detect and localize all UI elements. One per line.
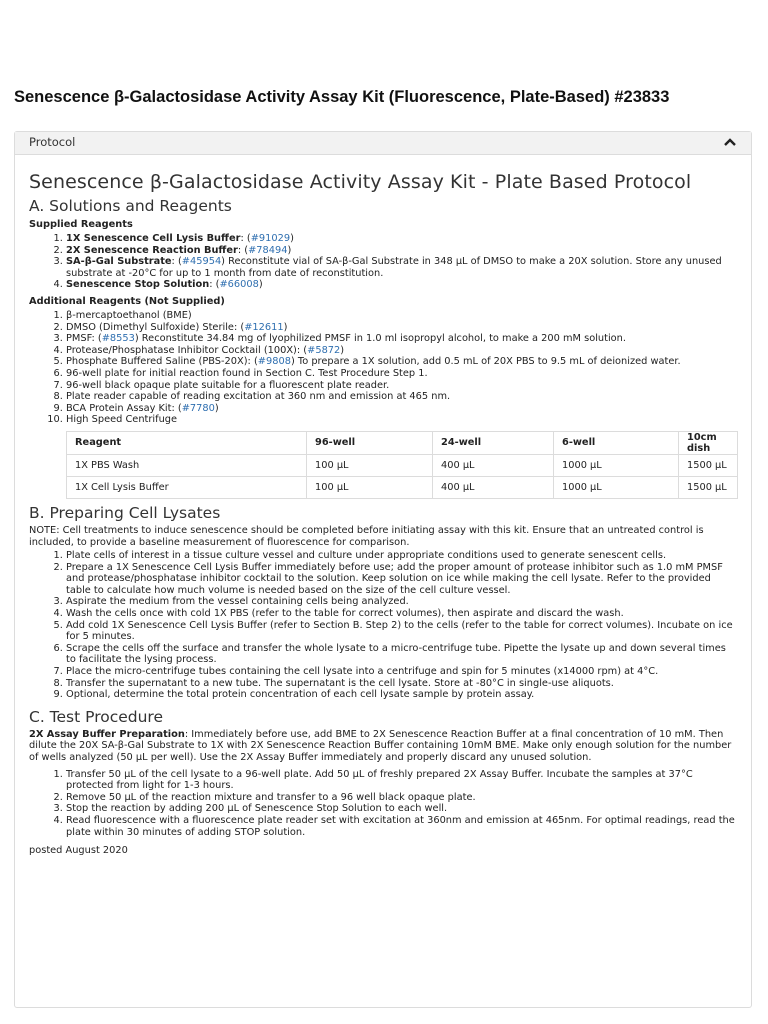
table-header-row: [67, 431, 738, 454]
reagent-text: ) To prepare a 1X solution, add 0.5 mL of 20X PBS to 9.5 mL of deionized water.: [290, 356, 681, 368]
table-row: [67, 476, 738, 498]
table-cell: 400 µL: [433, 454, 554, 476]
catalog-link[interactable]: #12611: [244, 321, 284, 333]
additional-reagent-item: [66, 368, 737, 380]
additional-reagent-item: [66, 356, 737, 368]
table-cell: 1500 µL: [679, 476, 738, 498]
doc-title: Senescence β-Galactosidase Activity Assay Kit - Plate Based Protocol: [29, 171, 692, 193]
reagent-text: ): [214, 402, 219, 414]
lysate-steps-list: [29, 550, 737, 701]
lysate-step: 5. Add cold 1X Senescence Cell Lysis Buffer (refer to Section B. Step 2) to the cells (refer to the table for correct volumes). Incubate on ice for 5 minutes.: [66, 620, 737, 643]
additional-reagent-item: [66, 403, 737, 415]
table-cell: 1000 µL: [554, 454, 679, 476]
test-step: 2. Remove 50 µL of the reaction mixture and transfer to a 96 well black opaque plate.: [66, 792, 737, 804]
reagent-text: ): [283, 321, 288, 333]
reagent-text: High Speed Centrifuge: [66, 414, 178, 426]
reagent-text: Phosphate Buffered Saline (PBS-20X): (: [66, 356, 258, 368]
reagent-text: Protease/Phosphatase Inhibitor Cocktail (100X): (: [66, 344, 308, 356]
table-cell: 1000 µL: [554, 476, 679, 498]
test-step: 1. Transfer 50 µL of the cell lysate to a 96-well plate. Add 50 µL of freshly prepared 2X Assay Buffer. Incubate the samples at 37°C protected from light for 1-3 hours.: [66, 769, 737, 792]
table-cell: 100 µL: [307, 454, 433, 476]
reagent-text: PMSF: (: [66, 333, 102, 345]
test-step: 3. Stop the reaction by adding 200 µL of Senescence Stop Solution to each well.: [66, 803, 737, 815]
reagent-text: 96-well black opaque plate suitable for a fluorescent plate reader.: [66, 379, 390, 391]
section-b-heading: B. Preparing Cell Lysates: [29, 503, 221, 522]
table-cell: 1X Cell Lysis Buffer: [67, 476, 307, 498]
chevron-up-icon[interactable]: [723, 134, 737, 150]
reagent-text: : (: [209, 279, 220, 291]
catalog-link[interactable]: #45954: [181, 256, 222, 268]
catalog-link[interactable]: #5872: [307, 344, 341, 356]
reagent-text: ) Reconstitute vial of SA-β-Gal Substrate in 348 µL of DMSO to make a 20X solution. Store any unused substrate at -20°C for up to 1 month from date of reconstitution.: [66, 256, 722, 279]
reagent-text: 96-well plate for initial reaction found in Section C. Test Procedure Step 1.: [66, 367, 428, 379]
assay-buffer-prep: [29, 729, 737, 764]
reagent-name: SA-β-Gal Substrate: [66, 256, 172, 268]
lysate-step: 2. Prepare a 1X Senescence Cell Lysis Buffer immediately before use; add the proper amount of protease inhibitor such as 1.0 mM PMSF and protease/phosphatase inhibitor cocktail to the solution. Keep solution on ice while making the cell lysate. Refer to the provided table to calculate how much volume is needed based on the size of the cell culture vessel.: [66, 562, 737, 597]
reagent-name: Senescence Stop Solution: [66, 279, 210, 291]
reagent-name: 2X Senescence Reaction Buffer: [66, 244, 238, 256]
posted-date: posted August 2020: [29, 845, 128, 857]
reagent-text: ): [290, 233, 294, 244]
table-cell: 100 µL: [307, 476, 433, 498]
section-b-note: NOTE: Cell treatments to induce senescence should be completed before initiating assay with this kit. Ensure that an untreated control is included, to provide a baseline measurement of fluorescence for comparison.: [29, 524, 704, 548]
additional-reagent-item: [66, 380, 737, 392]
catalog-link[interactable]: #9808: [257, 356, 291, 368]
reagent-text: : (: [240, 233, 251, 244]
table-header-cell: 24-well: [433, 431, 554, 454]
additional-reagent-item: [66, 333, 737, 345]
table-header-cell: 6-well: [554, 431, 679, 454]
page-title: Senescence β-Galactosidase Activity Assay Kit (Fluorescence, Plate-Based) #23833: [14, 88, 670, 106]
protocol-content: [15, 155, 751, 857]
assay-buffer-prep-label: 2X Assay Buffer Preparation: [29, 728, 185, 740]
lysate-step: 9. Optional, determine the total protein concentration of each cell lysate sample by protein assay.: [66, 689, 737, 701]
volume-table: [66, 431, 738, 499]
catalog-link[interactable]: #7780: [181, 402, 215, 414]
table-header-cell: 96-well: [307, 431, 433, 454]
supplied-reagent-item: [66, 279, 737, 291]
table-cell: 1500 µL: [679, 454, 738, 476]
reagent-text: DMSO (Dimethyl Sulfoxide) Sterile: (: [66, 321, 245, 333]
catalog-link[interactable]: #66008: [219, 279, 259, 291]
reagent-text: ): [340, 344, 345, 356]
lysate-step: 6. Scrape the cells off the surface and transfer the whole lysate to a micro-centrifuge tube. Pipette the lysate up and down several times to facilitate the lysing process.: [66, 643, 737, 666]
reagent-text: Plate reader capable of reading excitation at 360 nm and emission at 465 nm.: [66, 391, 451, 403]
section-a-heading: A. Solutions and Reagents: [29, 197, 232, 215]
reagent-text: : (: [237, 244, 249, 256]
table-header-cell: 10cm dish: [679, 431, 738, 454]
section-c-heading: C. Test Procedure: [29, 707, 164, 726]
additional-reagent-item: [66, 322, 737, 334]
reagent-text: ) Reconstitute 34.84 mg of lyophilized PMSF in 1.0 ml isopropyl alcohol, to make a 200 mM solution.: [134, 333, 626, 345]
table-cell: 1X PBS Wash: [67, 454, 307, 476]
additional-reagent-item: [66, 391, 737, 403]
protocol-panel-header[interactable]: [15, 132, 751, 155]
assay-buffer-prep-text: : Immediately before use, add BME to 2X Senescence Reaction Buffer at a final concentration of 10 mM. Then dilute the 20X SA-β-Gal Substrate to 1X with 2X Senescence Reaction Buffer containing 10mM BME. Make only enough solution for the number of wells analyzed (50 µL per well). Use the 2X Assay Buffer immediately and properly discard any unused solution.: [29, 728, 732, 763]
additional-reagents-list: [29, 310, 737, 426]
reagent-text: : (: [171, 256, 182, 268]
supplied-reagents-list: [29, 233, 737, 291]
reagent-name: 1X Senescence Cell Lysis Buffer: [66, 233, 241, 244]
test-step: 4. Read fluorescence with a fluorescence plate reader set with excitation at 360nm and emission at 465nm. For optimal readings, read the plate within 30 minutes of adding STOP solution.: [66, 815, 737, 838]
supplied-reagent-item: [66, 245, 737, 257]
supplied-reagent-item: [66, 256, 737, 279]
reagent-text: ): [258, 279, 263, 291]
reagent-text: BCA Protein Assay Kit: (: [66, 402, 182, 414]
additional-reagents-heading: Additional Reagents (Not Supplied): [29, 295, 225, 307]
additional-reagent-item: [66, 414, 737, 426]
supplied-reagent-item: [66, 233, 737, 245]
additional-reagent-item: [66, 310, 737, 322]
catalog-link[interactable]: #91029: [250, 233, 291, 244]
catalog-link[interactable]: #8553: [101, 333, 135, 345]
catalog-link[interactable]: #78494: [248, 244, 288, 256]
supplied-reagents-heading: Supplied Reagents: [29, 219, 133, 230]
table-row: [67, 454, 738, 476]
additional-reagent-item: [66, 345, 737, 357]
lysate-step: 7. Place the micro-centrifuge tubes containing the cell lysate into a centrifuge and spin for 5 minutes (x14000 rpm) at 4°C.: [66, 666, 737, 678]
reagent-text: ): [287, 244, 292, 256]
lysate-step: 8. Transfer the supernatant to a new tube. The supernatant is the cell lysate. Store at -80°C in single-use aliquots.: [66, 678, 737, 690]
lysate-step: 3. Aspirate the medium from the vessel containing cells being analyzed.: [66, 596, 737, 608]
reagent-text: β-mercaptoethanol (BME): [66, 309, 192, 321]
panel-title: Protocol: [29, 135, 76, 149]
lysate-step: 1. Plate cells of interest in a tissue culture vessel and culture under appropriate conditions used to generate senescent cells.: [66, 550, 737, 562]
table-cell: 400 µL: [433, 476, 554, 498]
test-procedure-steps-list: [29, 769, 737, 839]
table-header-cell: Reagent: [67, 431, 307, 454]
lysate-step: 4. Wash the cells once with cold 1X PBS (refer to the table for correct volumes), then aspirate and discard the wash.: [66, 608, 737, 620]
protocol-panel: [14, 131, 752, 1008]
